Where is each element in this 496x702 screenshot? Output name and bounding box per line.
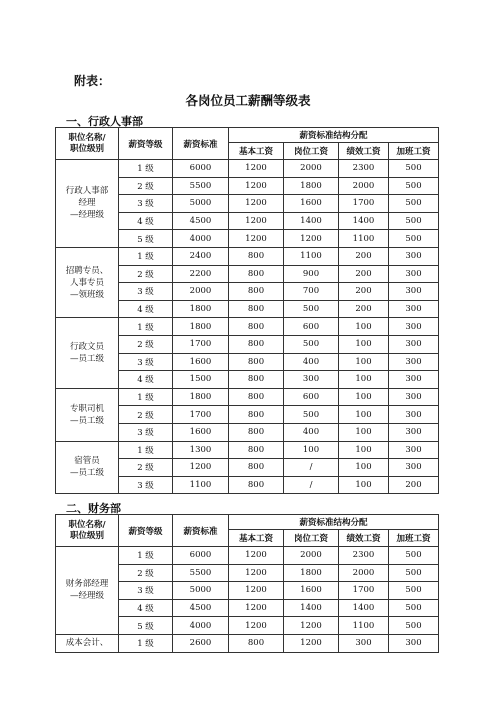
standard-cell: 1600 <box>173 353 229 371</box>
header-standard: 薪资标准 <box>173 515 229 547</box>
base-salary-cell: 1200 <box>229 547 284 565</box>
standard-cell: 1100 <box>173 476 229 494</box>
overtime-salary-cell: 300 <box>389 459 439 477</box>
header-grade: 薪资等级 <box>119 515 173 547</box>
section-heading-admin-hr: 一、行政人事部 <box>66 115 143 128</box>
grade-cell: 1 级 <box>119 388 173 406</box>
performance-salary-cell: 200 <box>339 247 389 265</box>
post-salary-cell: 500 <box>284 406 339 424</box>
performance-salary-cell: 100 <box>339 318 389 336</box>
header-position: 职位名称/ 职位级别 <box>56 515 119 547</box>
post-salary-cell: 1400 <box>284 599 339 617</box>
base-salary-cell: 800 <box>229 634 284 652</box>
grade-cell: 2 级 <box>119 265 173 283</box>
table-row <box>56 441 439 459</box>
grade-cell: 2 级 <box>119 406 173 424</box>
standard-cell: 1600 <box>173 423 229 441</box>
performance-salary-cell: 100 <box>339 423 389 441</box>
post-salary-cell: 1200 <box>284 634 339 652</box>
header-structure: 薪资标准结构分配 <box>229 128 439 143</box>
overtime-salary-cell: 300 <box>389 423 439 441</box>
base-salary-cell: 800 <box>229 459 284 477</box>
base-salary-cell: 800 <box>229 247 284 265</box>
post-salary-cell: 400 <box>284 423 339 441</box>
base-salary-cell: 1200 <box>229 177 284 195</box>
base-salary-cell: 800 <box>229 476 284 494</box>
post-salary-cell: / <box>284 459 339 477</box>
post-salary-cell: 400 <box>284 353 339 371</box>
table-row <box>56 247 439 265</box>
salary-table-finance <box>55 514 439 653</box>
overtime-salary-cell: 300 <box>389 265 439 283</box>
base-salary-cell: 800 <box>229 265 284 283</box>
base-salary-cell: 800 <box>229 318 284 336</box>
standard-cell: 1500 <box>173 371 229 389</box>
base-salary-cell: 1200 <box>229 195 284 213</box>
grade-cell: 4 级 <box>119 371 173 389</box>
post-salary-cell: 1600 <box>284 195 339 213</box>
post-salary-cell: 600 <box>284 318 339 336</box>
overtime-salary-cell: 500 <box>389 599 439 617</box>
standard-cell: 5000 <box>173 582 229 600</box>
overtime-salary-cell: 500 <box>389 160 439 178</box>
base-salary-cell: 800 <box>229 441 284 459</box>
standard-cell: 1800 <box>173 300 229 318</box>
position-cell: 行政人事部 经理 —经理级 <box>56 160 119 248</box>
base-salary-cell: 1200 <box>229 564 284 582</box>
grade-cell: 4 级 <box>119 212 173 230</box>
overtime-salary-cell: 300 <box>389 406 439 424</box>
post-salary-cell: 1800 <box>284 177 339 195</box>
grade-cell: 2 级 <box>119 177 173 195</box>
grade-cell: 5 级 <box>119 617 173 635</box>
position-cell: 成本会计、 <box>56 634 119 652</box>
overtime-salary-cell: 500 <box>389 195 439 213</box>
post-salary-cell: 1100 <box>284 247 339 265</box>
overtime-salary-cell: 300 <box>389 300 439 318</box>
header-base-salary: 基本工资 <box>229 530 284 547</box>
standard-cell: 1700 <box>173 406 229 424</box>
grade-cell: 3 级 <box>119 423 173 441</box>
overtime-salary-cell: 300 <box>389 441 439 459</box>
header-grade: 薪资等级 <box>119 128 173 160</box>
post-salary-cell: / <box>284 476 339 494</box>
post-salary-cell: 1800 <box>284 564 339 582</box>
grade-cell: 3 级 <box>119 195 173 213</box>
post-salary-cell: 1400 <box>284 212 339 230</box>
header-structure: 薪资标准结构分配 <box>229 515 439 530</box>
performance-salary-cell: 1400 <box>339 599 389 617</box>
grade-cell: 1 级 <box>119 441 173 459</box>
base-salary-cell: 1200 <box>229 582 284 600</box>
performance-salary-cell: 100 <box>339 459 389 477</box>
performance-salary-cell: 2000 <box>339 564 389 582</box>
performance-salary-cell: 100 <box>339 406 389 424</box>
post-salary-cell: 900 <box>284 265 339 283</box>
performance-salary-cell: 200 <box>339 283 389 301</box>
grade-cell: 2 级 <box>119 459 173 477</box>
post-salary-cell: 300 <box>284 371 339 389</box>
grade-cell: 2 级 <box>119 335 173 353</box>
standard-cell: 1800 <box>173 318 229 336</box>
performance-salary-cell: 2300 <box>339 160 389 178</box>
base-salary-cell: 1200 <box>229 617 284 635</box>
header-base-salary: 基本工资 <box>229 143 284 160</box>
header-overtime-salary: 加班工资 <box>389 530 439 547</box>
grade-cell: 1 级 <box>119 160 173 178</box>
post-salary-cell: 500 <box>284 335 339 353</box>
performance-salary-cell: 1700 <box>339 195 389 213</box>
grade-cell: 3 级 <box>119 476 173 494</box>
overtime-salary-cell: 300 <box>389 247 439 265</box>
base-salary-cell: 800 <box>229 335 284 353</box>
base-salary-cell: 800 <box>229 283 284 301</box>
standard-cell: 6000 <box>173 160 229 178</box>
standard-cell: 5500 <box>173 564 229 582</box>
performance-salary-cell: 100 <box>339 371 389 389</box>
post-salary-cell: 600 <box>284 388 339 406</box>
performance-salary-cell: 1700 <box>339 582 389 600</box>
header-row <box>56 515 439 530</box>
header-overtime-salary: 加班工资 <box>389 143 439 160</box>
overtime-salary-cell: 500 <box>389 564 439 582</box>
position-cell: 财务部经理 —经理级 <box>56 547 119 635</box>
header-performance-salary: 绩效工资 <box>339 143 389 160</box>
base-salary-cell: 800 <box>229 300 284 318</box>
post-salary-cell: 2000 <box>284 547 339 565</box>
overtime-salary-cell: 300 <box>389 388 439 406</box>
header-post-salary: 岗位工资 <box>284 530 339 547</box>
base-salary-cell: 800 <box>229 353 284 371</box>
overtime-salary-cell: 200 <box>389 476 439 494</box>
post-salary-cell: 100 <box>284 441 339 459</box>
overtime-salary-cell: 300 <box>389 353 439 371</box>
grade-cell: 1 级 <box>119 247 173 265</box>
standard-cell: 2400 <box>173 247 229 265</box>
annex-label: 附表： <box>74 74 111 88</box>
overtime-salary-cell: 300 <box>389 335 439 353</box>
performance-salary-cell: 1400 <box>339 212 389 230</box>
post-salary-cell: 1200 <box>284 617 339 635</box>
performance-salary-cell: 100 <box>339 441 389 459</box>
table-row <box>56 160 439 178</box>
header-row <box>56 128 439 143</box>
standard-cell: 1800 <box>173 388 229 406</box>
base-salary-cell: 1200 <box>229 160 284 178</box>
performance-salary-cell: 2300 <box>339 547 389 565</box>
post-salary-cell: 2000 <box>284 160 339 178</box>
post-salary-cell: 1600 <box>284 582 339 600</box>
salary-table-admin-hr <box>55 127 439 494</box>
overtime-salary-cell: 300 <box>389 283 439 301</box>
standard-cell: 2600 <box>173 634 229 652</box>
position-cell: 行政文员 —员工级 <box>56 318 119 388</box>
grade-cell: 2 级 <box>119 564 173 582</box>
header-post-salary: 岗位工资 <box>284 143 339 160</box>
performance-salary-cell: 100 <box>339 476 389 494</box>
performance-salary-cell: 100 <box>339 335 389 353</box>
standard-cell: 2200 <box>173 265 229 283</box>
standard-cell: 6000 <box>173 547 229 565</box>
overtime-salary-cell: 300 <box>389 634 439 652</box>
grade-cell: 3 级 <box>119 582 173 600</box>
post-salary-cell: 700 <box>284 283 339 301</box>
performance-salary-cell: 1100 <box>339 230 389 248</box>
performance-salary-cell: 100 <box>339 388 389 406</box>
base-salary-cell: 1200 <box>229 212 284 230</box>
performance-salary-cell: 2000 <box>339 177 389 195</box>
standard-cell: 5500 <box>173 177 229 195</box>
standard-cell: 1700 <box>173 335 229 353</box>
base-salary-cell: 1200 <box>229 230 284 248</box>
overtime-salary-cell: 500 <box>389 617 439 635</box>
grade-cell: 1 级 <box>119 634 173 652</box>
overtime-salary-cell: 500 <box>389 230 439 248</box>
position-cell: 专职司机 —员工级 <box>56 388 119 441</box>
table-row <box>56 318 439 336</box>
grade-cell: 1 级 <box>119 547 173 565</box>
base-salary-cell: 800 <box>229 388 284 406</box>
standard-cell: 1300 <box>173 441 229 459</box>
base-salary-cell: 800 <box>229 423 284 441</box>
standard-cell: 4500 <box>173 212 229 230</box>
overtime-salary-cell: 500 <box>389 177 439 195</box>
base-salary-cell: 1200 <box>229 599 284 617</box>
standard-cell: 4000 <box>173 617 229 635</box>
document-title: 各岗位员工薪酬等级表 <box>185 93 311 108</box>
standard-cell: 4500 <box>173 599 229 617</box>
table-row <box>56 634 439 652</box>
standard-cell: 2000 <box>173 283 229 301</box>
standard-cell: 4000 <box>173 230 229 248</box>
header-standard: 薪资标准 <box>173 128 229 160</box>
position-cell: 宿管员 —员工级 <box>56 441 119 494</box>
position-cell: 招聘专员、 人事专员 —领班级 <box>56 247 119 317</box>
header-position: 职位名称/ 职位级别 <box>56 128 119 160</box>
overtime-salary-cell: 300 <box>389 318 439 336</box>
base-salary-cell: 800 <box>229 371 284 389</box>
overtime-salary-cell: 500 <box>389 212 439 230</box>
standard-cell: 5000 <box>173 195 229 213</box>
grade-cell: 1 级 <box>119 318 173 336</box>
performance-salary-cell: 300 <box>339 634 389 652</box>
overtime-salary-cell: 300 <box>389 371 439 389</box>
performance-salary-cell: 200 <box>339 300 389 318</box>
overtime-salary-cell: 500 <box>389 582 439 600</box>
grade-cell: 4 级 <box>119 300 173 318</box>
performance-salary-cell: 200 <box>339 265 389 283</box>
section-heading-finance: 二、财务部 <box>66 502 121 515</box>
grade-cell: 5 级 <box>119 230 173 248</box>
post-salary-cell: 500 <box>284 300 339 318</box>
performance-salary-cell: 100 <box>339 353 389 371</box>
base-salary-cell: 800 <box>229 406 284 424</box>
table-row <box>56 388 439 406</box>
grade-cell: 3 级 <box>119 283 173 301</box>
grade-cell: 3 级 <box>119 353 173 371</box>
grade-cell: 4 级 <box>119 599 173 617</box>
table-row <box>56 547 439 565</box>
header-performance-salary: 绩效工资 <box>339 530 389 547</box>
overtime-salary-cell: 500 <box>389 547 439 565</box>
performance-salary-cell: 1100 <box>339 617 389 635</box>
post-salary-cell: 1200 <box>284 230 339 248</box>
standard-cell: 1200 <box>173 459 229 477</box>
